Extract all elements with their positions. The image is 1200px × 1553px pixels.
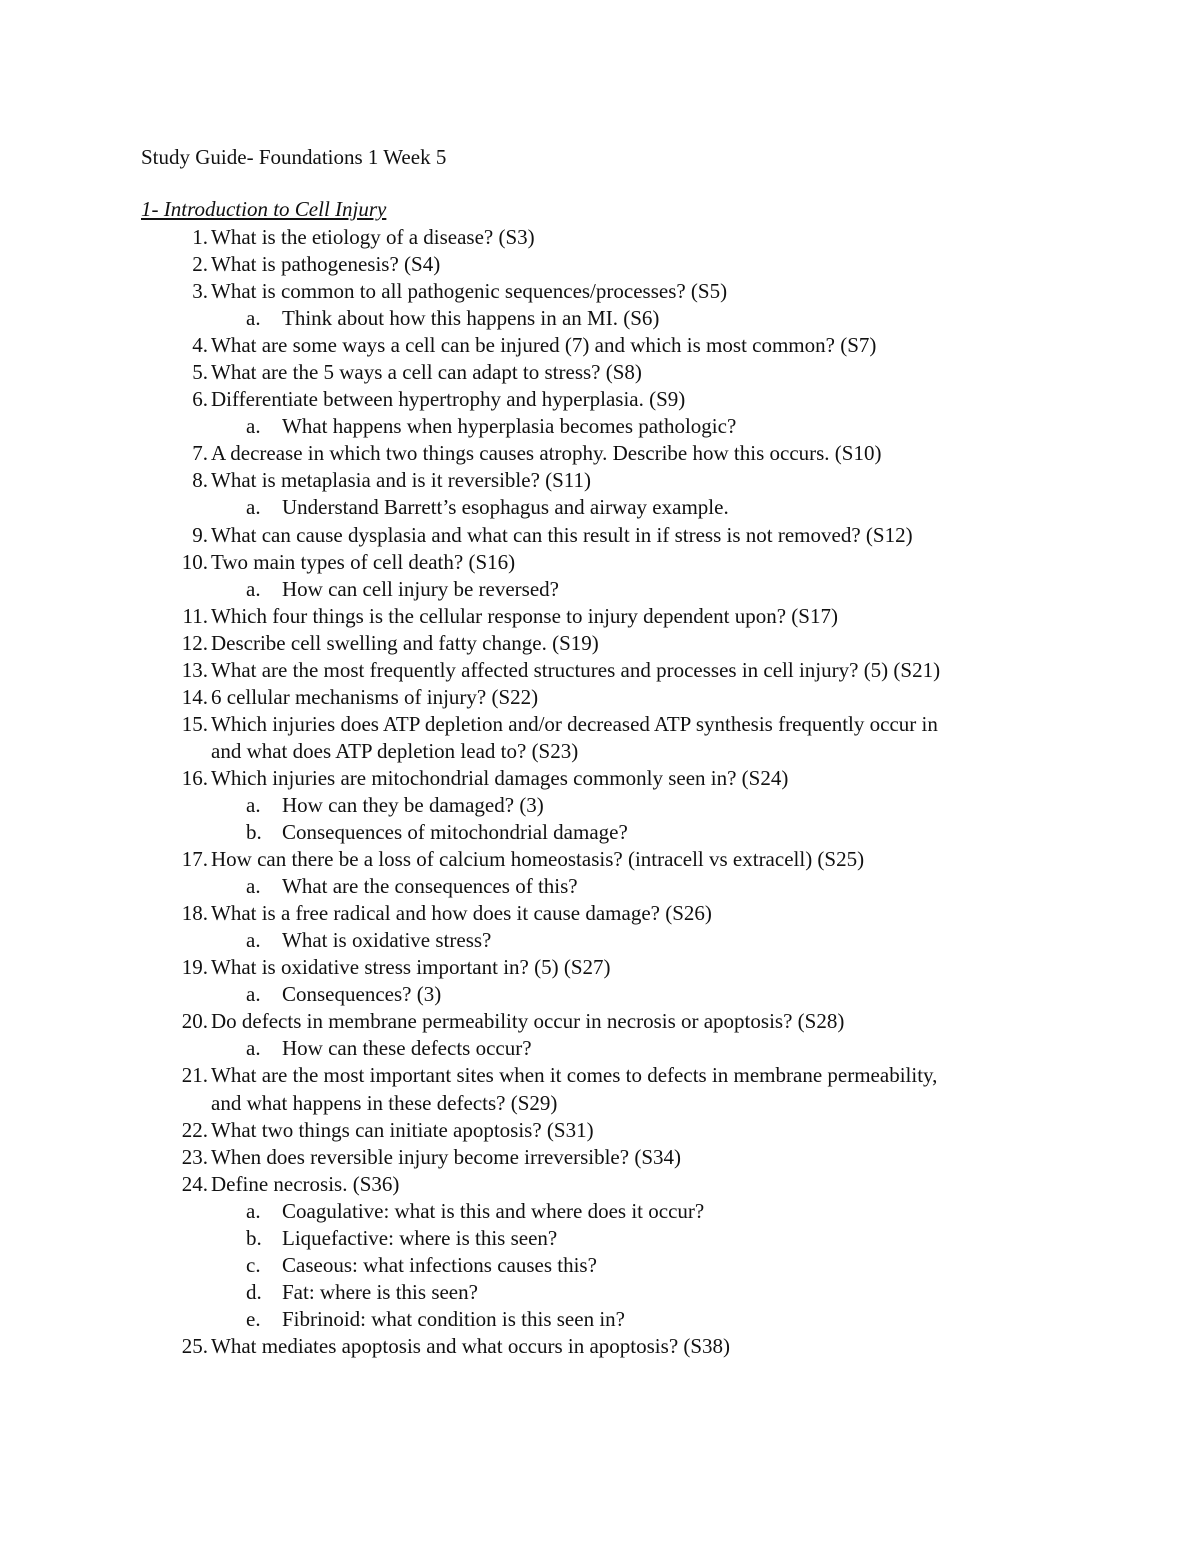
question-number: 10. (181, 549, 208, 574)
question-text: When does reversible injury become irreversible? (S34) (211, 1144, 681, 1169)
question-line (0, 900, 1200, 927)
sub-question-letter: e. (246, 1306, 261, 1331)
sub-question-line (0, 1279, 1200, 1306)
question-line (0, 684, 1200, 711)
question-text: What is the etiology of a disease? (S3) (211, 225, 535, 249)
question-number: 4. (192, 333, 208, 358)
sub-question-letter: a. (246, 982, 261, 1007)
question-number: 17. (181, 847, 208, 872)
question-line (0, 549, 1200, 576)
question-line (0, 846, 1200, 873)
question-line (0, 440, 1200, 467)
sub-question-letter: a. (246, 1036, 261, 1061)
sub-question-text: Understand Barrett’s esophagus and airway example. (282, 495, 729, 520)
question-line (0, 603, 1200, 630)
question-text: What are the 5 ways a cell can adapt to stress? (S8) (211, 360, 642, 385)
sub-question-letter: a. (246, 1198, 261, 1223)
question-line (0, 954, 1200, 981)
question-number: 24. (181, 1171, 208, 1196)
question-text: Which injuries does ATP depletion and/or decreased ATP synthesis frequently occur in (211, 711, 938, 736)
sub-question-line (0, 981, 1200, 1008)
sub-question-line (0, 819, 1200, 846)
question-line (0, 657, 1200, 684)
question-line (0, 522, 1200, 549)
question-text: How can there be a loss of calcium homeostasis? (intracell vs extracell) (S25) (211, 847, 865, 872)
question-text: What is pathogenesis? (S4) (211, 252, 441, 277)
sub-question-text: Consequences? (3) (282, 982, 442, 1007)
document-title: Study Guide- Foundations 1 Week 5 (141, 145, 447, 169)
sub-question-line (0, 1252, 1200, 1279)
question-line (0, 1090, 1200, 1117)
question-list (0, 224, 1200, 1360)
question-text: Define necrosis. (S36) (211, 1171, 400, 1196)
question-number: 1. (192, 225, 208, 249)
question-text: What mediates apoptosis and what occurs in apoptosis? (S38) (211, 1333, 731, 1358)
sub-question-text: Consequences of mitochondrial damage? (282, 820, 628, 845)
question-number: 8. (192, 468, 208, 493)
question-line (0, 711, 1200, 738)
sub-question-letter: a. (246, 414, 261, 439)
question-text: What two things can initiate apoptosis? (S31) (211, 1117, 594, 1142)
question-text: and what does ATP depletion lead to? (S23) (211, 738, 579, 763)
question-number: 18. (181, 901, 208, 926)
question-number: 20. (181, 1009, 208, 1034)
question-number: 11. (182, 603, 208, 628)
question-line (0, 386, 1200, 413)
sub-question-letter: a. (246, 874, 261, 899)
question-number: 9. (192, 522, 208, 547)
question-line (0, 1333, 1200, 1360)
question-line (0, 224, 1200, 251)
question-line (0, 359, 1200, 386)
question-number: 25. (181, 1333, 208, 1358)
question-text: What can cause dysplasia and what can this result in if stress is not removed? (S12) (211, 522, 913, 547)
sub-question-letter: c. (246, 1252, 261, 1277)
question-line (0, 1171, 1200, 1198)
sub-question-text: How can they be damaged? (3) (282, 792, 544, 817)
question-line (0, 1144, 1200, 1171)
question-text: What are the most frequently affected structures and processes in cell injury? (5) (S21) (211, 657, 941, 682)
question-text: Describe cell swelling and fatty change. (S19) (211, 630, 599, 655)
question-number: 16. (181, 765, 208, 790)
question-text: What is common to all pathogenic sequences/processes? (S5) (211, 279, 728, 304)
sub-question-letter: a. (246, 576, 261, 601)
question-number: 12. (181, 630, 208, 655)
sub-question-text: Fibrinoid: what condition is this seen in? (282, 1306, 625, 1331)
sub-question-text: Caseous: what infections causes this? (282, 1252, 597, 1277)
question-line (0, 630, 1200, 657)
sub-question-line (0, 1225, 1200, 1252)
sub-question-text: Coagulative: what is this and where does it occur? (282, 1198, 705, 1223)
sub-question-text: What are the consequences of this? (282, 874, 578, 899)
question-text: and what happens in these defects? (S29) (211, 1090, 558, 1115)
sub-question-line (0, 873, 1200, 900)
sub-question-text: Fat: where is this seen? (282, 1279, 478, 1304)
question-text: Two main types of cell death? (S16) (211, 549, 516, 574)
sub-question-text: How can these defects occur? (282, 1036, 532, 1061)
question-number: 6. (192, 387, 208, 412)
question-line (0, 765, 1200, 792)
question-line (0, 278, 1200, 305)
question-text: What is metaplasia and is it reversible? (S11) (211, 468, 592, 493)
sub-question-letter: a. (246, 306, 261, 331)
question-number: 15. (181, 711, 208, 736)
question-number: 3. (192, 279, 208, 304)
question-text: What are the most important sites when it comes to defects in membrane permeability, (211, 1063, 938, 1088)
question-text: 6 cellular mechanisms of injury? (S22) (211, 684, 539, 709)
question-number: 14. (181, 684, 208, 709)
sub-question-line (0, 1198, 1200, 1225)
sub-question-text: How can cell injury be reversed? (282, 576, 559, 601)
question-text: A decrease in which two things causes atrophy. Describe how this occurs. (S10) (211, 441, 882, 466)
question-line (0, 1062, 1200, 1089)
section-heading: 1- Introduction to Cell Injury (141, 197, 387, 221)
sub-question-line (0, 576, 1200, 603)
question-number: 5. (192, 360, 208, 385)
question-text: What is a free radical and how does it cause damage? (S26) (211, 901, 712, 926)
question-number: 23. (181, 1144, 208, 1169)
question-text: Do defects in membrane permeability occur in necrosis or apoptosis? (S28) (211, 1009, 845, 1034)
question-line (0, 738, 1200, 765)
sub-question-line (0, 1306, 1200, 1333)
question-number: 21. (181, 1063, 208, 1088)
sub-question-letter: b. (246, 1225, 262, 1250)
sub-question-line (0, 413, 1200, 440)
question-text: What is oxidative stress important in? (5) (S27) (211, 955, 611, 980)
question-number: 19. (181, 955, 208, 980)
sub-question-letter: a. (246, 792, 261, 817)
sub-question-line (0, 927, 1200, 954)
question-text: Which injuries are mitochondrial damages commonly seen in? (S24) (211, 765, 789, 790)
sub-question-text: What is oxidative stress? (282, 928, 492, 953)
question-number: 22. (181, 1117, 208, 1142)
sub-question-letter: a. (246, 495, 261, 520)
sub-question-text: Liquefactive: where is this seen? (282, 1225, 558, 1250)
sub-question-line (0, 494, 1200, 521)
sub-question-line (0, 792, 1200, 819)
question-number: 13. (181, 657, 208, 682)
sub-question-letter: b. (246, 820, 262, 845)
question-line (0, 332, 1200, 359)
question-number: 2. (192, 252, 208, 277)
question-line (0, 1117, 1200, 1144)
sub-question-line (0, 1035, 1200, 1062)
question-text: Differentiate between hypertrophy and hyperplasia. (S9) (211, 387, 686, 412)
question-line (0, 467, 1200, 494)
sub-question-letter: a. (246, 928, 261, 953)
sub-question-letter: d. (246, 1279, 262, 1304)
sub-question-line (0, 305, 1200, 332)
sub-question-text: Think about how this happens in an MI. (S6) (282, 306, 660, 331)
sub-question-text: What happens when hyperplasia becomes pathologic? (282, 414, 737, 439)
question-text: Which four things is the cellular response to injury dependent upon? (S17) (211, 603, 838, 628)
question-text: What are some ways a cell can be injured (7) and which is most common? (S7) (211, 333, 877, 358)
question-number: 7. (192, 441, 208, 466)
question-line (0, 251, 1200, 278)
question-line (0, 1008, 1200, 1035)
